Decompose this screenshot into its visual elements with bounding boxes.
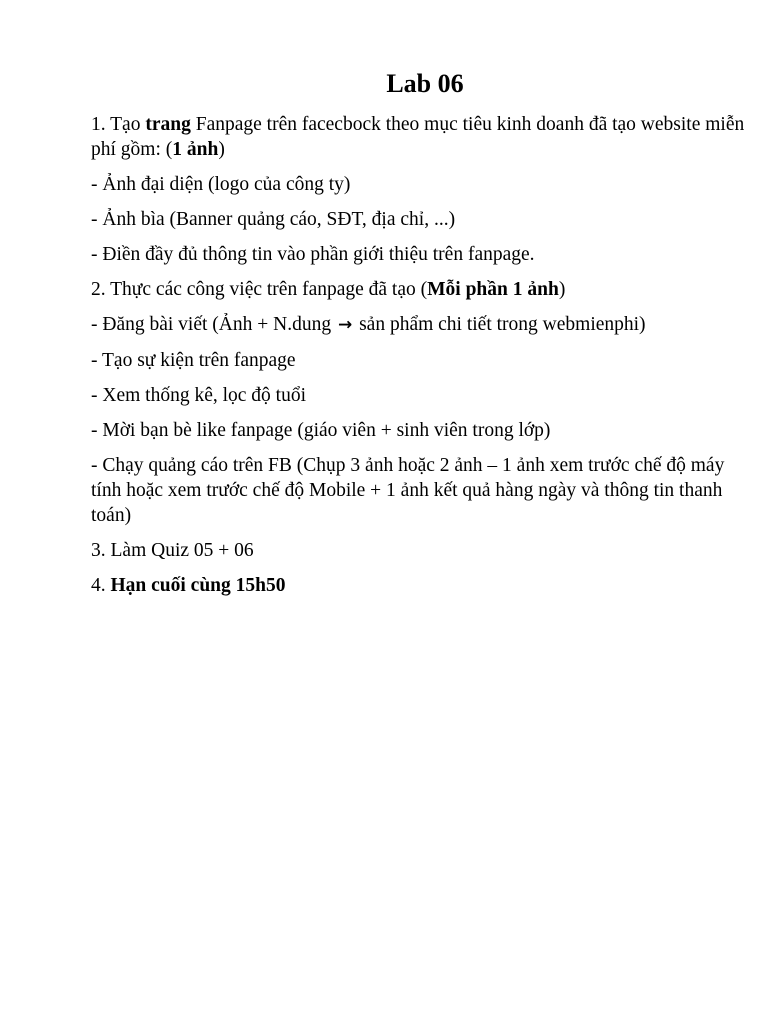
item-1-bold-2: 1 ảnh bbox=[172, 139, 219, 160]
item-1 bbox=[91, 112, 751, 162]
document-title: Lab 06 bbox=[386, 69, 464, 98]
right-arrow-icon: → bbox=[337, 315, 353, 335]
item-1-sub-info: - Điền đầy đủ thông tin vào phần giới thiệu trên fanpage. bbox=[91, 244, 535, 265]
item-2-close: ) bbox=[558, 279, 566, 300]
item-1-close: ) bbox=[218, 139, 225, 160]
item-1-sub-cover: - Ảnh bìa (Banner quảng cáo, SĐT, địa chỉ, ...) bbox=[91, 209, 456, 230]
item-2-sub-event: - Tạo sự kiện trên fanpage bbox=[91, 350, 296, 371]
item-2-bold: Mỗi phần 1 ảnh bbox=[427, 279, 559, 300]
item-1-bold: trang bbox=[145, 114, 191, 135]
document-body bbox=[91, 112, 751, 608]
item-2-sub-post-after: sản phẩm chi tiết trong webmienphi) bbox=[354, 314, 646, 335]
item-4 bbox=[91, 573, 751, 598]
item-2-sub-post-before: - Đăng bài viết (Ảnh + N.dung bbox=[91, 314, 336, 335]
item-2-sub-post bbox=[91, 312, 751, 338]
item-4-number: 4. bbox=[91, 575, 111, 596]
item-4-bold: Hạn cuối cùng 15h50 bbox=[110, 575, 286, 596]
item-1-text: Fanpage trên facecbock theo mục tiêu kinh doanh đã tạo website miễn phí gồm: ( bbox=[91, 114, 745, 160]
item-2-sub-invite: - Mời bạn bè like fanpage (giáo viên + sinh viên trong lớp) bbox=[91, 420, 551, 441]
item-1-number: 1. Tạo bbox=[91, 114, 146, 135]
item-2-text: 2. Thực các công việc trên fanpage đã tạo ( bbox=[91, 279, 428, 300]
item-1-sub-avatar: - Ảnh đại diện (logo của công ty) bbox=[91, 174, 351, 195]
item-2-sub-stats: - Xem thống kê, lọc độ tuổi bbox=[91, 385, 307, 406]
item-3: 3. Làm Quiz 05 + 06 bbox=[91, 540, 254, 561]
item-2-sub-ads: - Chạy quảng cáo trên FB (Chụp 3 ảnh hoặc 2 ảnh – 1 ảnh xem trước chế độ máy tính hoặc xem trước chế độ Mobile + 1 ảnh kết quả hàng ngày và thông tin thanh toán) bbox=[91, 455, 725, 526]
item-2 bbox=[91, 277, 751, 302]
